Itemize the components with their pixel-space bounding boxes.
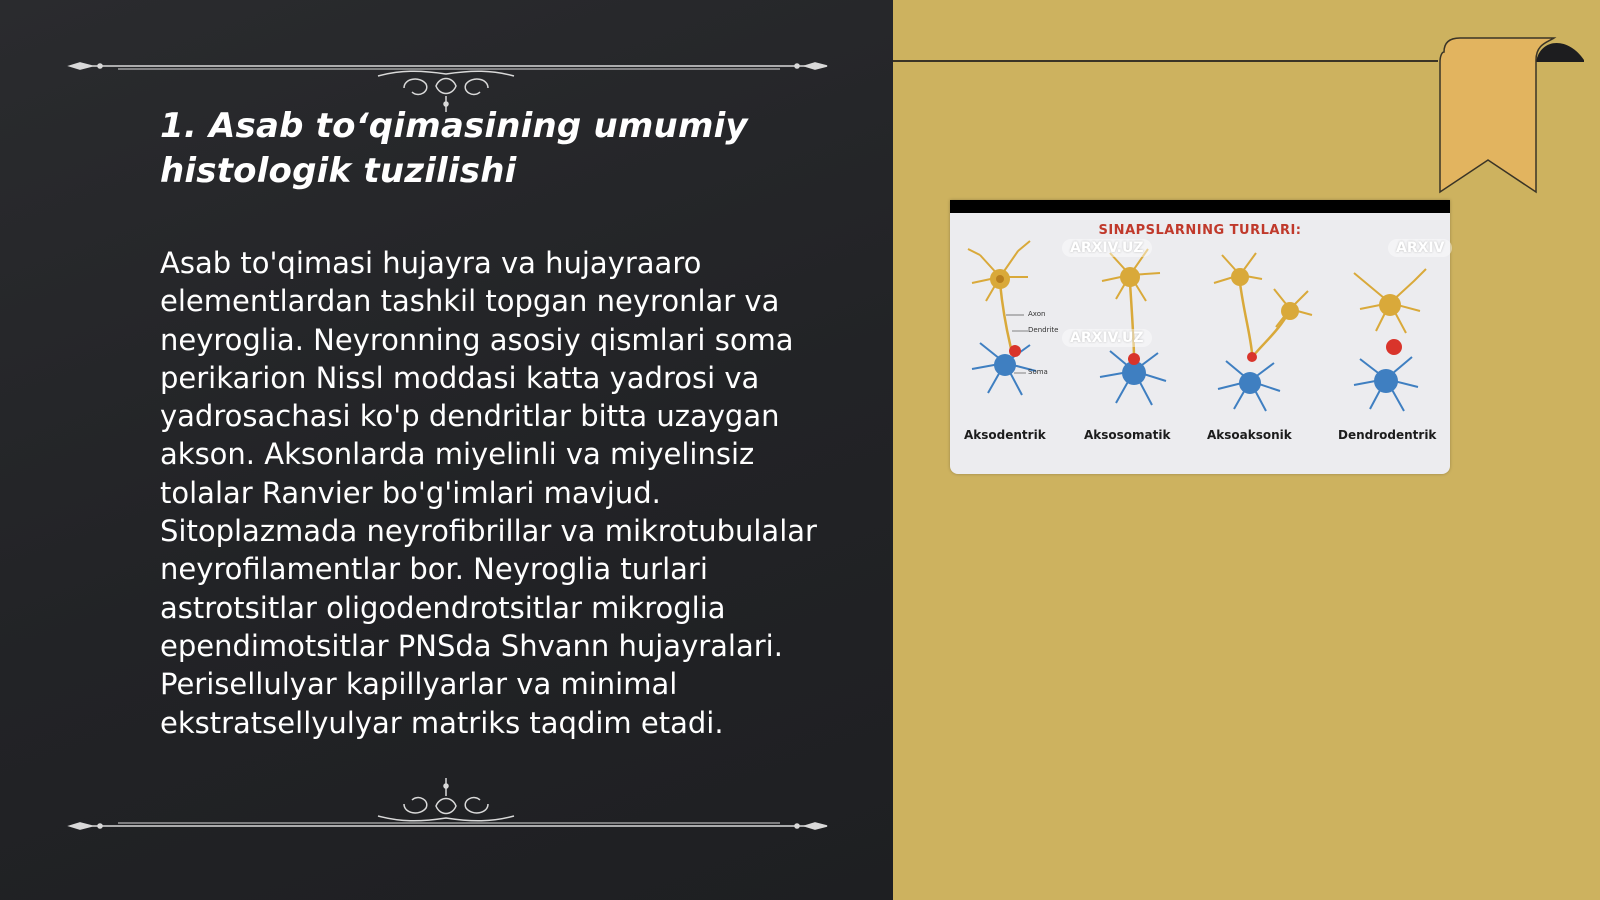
caption-dendrodendritic: Dendrodentrik <box>1338 428 1437 442</box>
body-line: neyroglia. Neyronning asosiy qismlari soma <box>160 322 794 357</box>
header-divider-line <box>893 60 1438 62</box>
watermark-text: ARXIV.UZ <box>1062 239 1152 257</box>
body-line: yadrosachasi ko'p dendritlar bitta uzaygan <box>160 399 780 434</box>
body-line: Sitoplazmada neyrofibrillar va mikrotubulalar <box>160 514 817 549</box>
caption-axosomatic: Aksosomatik <box>1084 428 1171 442</box>
bottom-flourish-icon <box>378 778 514 821</box>
bookmark-ribbon-icon <box>1436 36 1586 196</box>
caption-axoaxonic: Aksoaksonik <box>1207 428 1292 442</box>
neuron-pair-dendrodendritic <box>1354 269 1426 411</box>
caption-axodendritic: Aksodentrik <box>964 428 1046 442</box>
body-line: astrotsitlar oligodendrotsitlar mikroglia <box>160 590 726 625</box>
watermark-text: ARXIV.UZ <box>1062 329 1152 347</box>
figure-title: SINAPSLARNING TURLARI: <box>1098 223 1302 238</box>
soma-label: Soma <box>1028 368 1048 376</box>
body-line: ekstratsellyulyar matriks taqdim etadi. <box>160 705 724 740</box>
slide-title <box>160 104 760 194</box>
dendrite-label: Dendrite <box>1028 326 1059 334</box>
body-line: neyrofilamentlar bor. Neyroglia turlari <box>160 552 708 587</box>
body-line: Asab to'qimasi hujayra va hujayraaro <box>160 246 702 280</box>
synapse-types-figure <box>950 200 1450 474</box>
bottom-ornament-rule <box>70 823 827 829</box>
neuron-pair-axoaxonic <box>1214 253 1312 411</box>
neuron-pair-axosomatic <box>1100 249 1166 405</box>
body-line: tolalar Ranvier bo'g'imlari mavjud. <box>160 475 661 510</box>
watermark-text: ARXIV <box>1388 239 1452 257</box>
slide-body-text <box>160 244 860 742</box>
body-line: akson. Aksonlarda miyelinli va miyelinsiz <box>160 437 755 472</box>
body-line: ependimotsitlar PNSda Shvann hujayralari. <box>160 628 783 663</box>
axon-label: Axon <box>1028 310 1046 318</box>
body-line: Perisellulyar kapillyarlar va minimal <box>160 667 678 702</box>
neuron-pair-axodendritic <box>968 241 1036 395</box>
body-line: perikarion Nissl moddasi katta yadrosi va <box>160 360 760 395</box>
slide-title-line: histologik tuzilishi <box>160 151 517 191</box>
slide-title-line: 1. Asab to‘qimasining umumiy <box>160 106 748 146</box>
body-line: elementlardan tashkil topgan neyronlar va <box>160 284 780 319</box>
top-ornament-rule <box>70 63 827 69</box>
